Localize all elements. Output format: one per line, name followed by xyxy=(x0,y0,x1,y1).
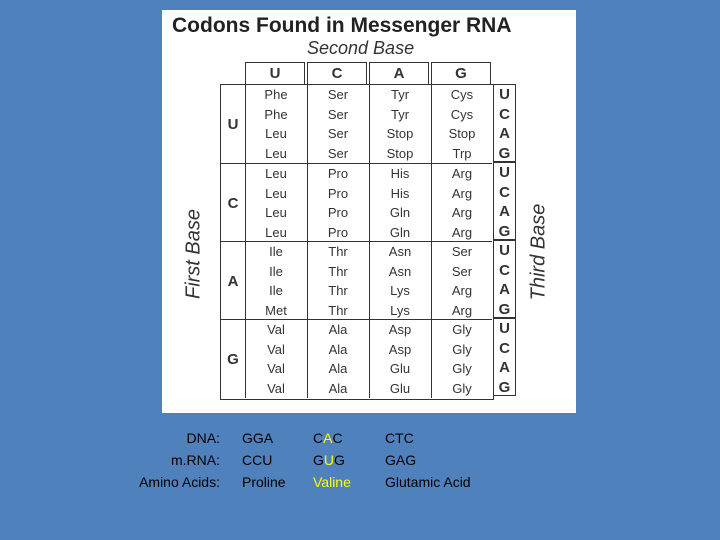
third-base-letters xyxy=(494,240,516,318)
third-base-letter: C xyxy=(499,261,510,279)
first-base-row xyxy=(221,163,492,242)
amino-acid-cell: Phe xyxy=(264,106,288,122)
amino-acid-cell: Ser xyxy=(327,106,349,122)
amino-acid-cell: Thr xyxy=(328,244,348,259)
mrna-label: m.RNA: xyxy=(171,452,220,468)
amino-acid-cell: Cys xyxy=(450,106,474,122)
amino-acid-cell: Leu xyxy=(265,205,287,220)
amino-acid-cell: Gln xyxy=(389,224,411,240)
amino-acid-cell: Pro xyxy=(327,205,349,220)
amino-acid-cell: Pro xyxy=(327,185,349,201)
amino-acid-cell: Ser xyxy=(451,244,473,259)
amino-acid-cell: Gly xyxy=(452,341,472,357)
amino-acid-cell: Asp xyxy=(388,341,412,357)
amino-acid-cell: Thr xyxy=(328,283,348,298)
amino-acid-cell: Glu xyxy=(389,380,411,396)
third-base-letter: U xyxy=(499,86,510,103)
amino-acid-cell: Lys xyxy=(390,283,410,298)
amino-acid-cell: Ser xyxy=(327,87,349,102)
amino-acid-cell: Thr xyxy=(328,302,348,318)
amino-acid-cell: Phe xyxy=(264,87,288,102)
first-base-row xyxy=(221,319,492,398)
dna-codon-1: GGA xyxy=(242,430,274,446)
mrna-codon-2-base-1: G xyxy=(313,452,324,468)
amino-acid-cell: Ala xyxy=(328,322,348,337)
third-base-letters xyxy=(494,162,516,240)
amino-acid-cell: Ile xyxy=(269,244,283,259)
mrna-codon-1: CCU xyxy=(242,452,273,468)
third-base-letters xyxy=(494,84,516,162)
amino-acid-cell: Arg xyxy=(451,185,473,201)
amino-acid-cell: Met xyxy=(265,302,287,318)
first-base-letter: G xyxy=(227,350,239,368)
first-base-letter: U xyxy=(227,115,239,133)
mrna-codon-3: GAG xyxy=(385,452,417,468)
third-base-letter: U xyxy=(499,164,510,181)
codon-table-figure xyxy=(162,10,576,413)
third-base-letters xyxy=(494,318,516,396)
first-base-label: First Base xyxy=(182,208,205,300)
amino-acid-cell: Pro xyxy=(327,224,349,240)
amino-acid-cell: Stop xyxy=(448,126,476,141)
col-header-g: G xyxy=(431,62,491,84)
third-base-letter: C xyxy=(499,105,510,123)
amino-acid-cell: Arg xyxy=(451,166,473,181)
first-base-row xyxy=(221,241,492,320)
amino-acid-cell: Val xyxy=(267,322,285,337)
amino-acid-1: Proline xyxy=(242,474,286,490)
figure-title: Codons Found in Messenger RNA xyxy=(172,14,512,37)
third-base-letter: C xyxy=(499,183,510,201)
amino-acid-cell: Tyr xyxy=(390,87,410,102)
amino-acid-cell: Leu xyxy=(265,166,287,181)
amino-acid-cell: Tyr xyxy=(390,106,410,122)
amino-acid-cell: Trp xyxy=(452,145,472,161)
amino-acid-cell: Gly xyxy=(452,380,472,396)
amino-acid-cell: Val xyxy=(267,380,285,396)
amino-acid-cell: Gly xyxy=(452,361,472,376)
amino-acid-cell: Pro xyxy=(327,166,349,181)
third-base-letter: C xyxy=(499,339,510,357)
amino-acid-cell: Ser xyxy=(451,263,473,279)
col-header-u: U xyxy=(245,62,305,84)
second-base-label: Second Base xyxy=(307,38,415,58)
col-header-a: A xyxy=(369,62,429,84)
amino-acid-2: Valine xyxy=(313,474,351,490)
third-base-letter: U xyxy=(499,320,510,337)
amino-acid-cell: Lys xyxy=(390,302,410,318)
amino-acid-cell: Arg xyxy=(451,283,473,298)
codon-grid xyxy=(220,84,494,400)
mrna-codon-2-base-3: G xyxy=(334,452,345,468)
amino-acid-cell: Cys xyxy=(450,87,474,102)
amino-acid-cell: Ser xyxy=(327,126,349,141)
first-base-letter: A xyxy=(227,272,239,290)
third-base-letter: A xyxy=(499,203,510,220)
amino-acid-cell: Leu xyxy=(265,145,287,161)
amino-acid-cell: Arg xyxy=(451,302,473,318)
mrna-codon-2-base-2: U xyxy=(323,452,335,468)
amino-acid-cell: Ala xyxy=(328,361,348,376)
amino-acid-cell: His xyxy=(390,185,410,201)
mrna-codon-2 xyxy=(313,452,345,468)
third-base-letter: A xyxy=(499,125,510,142)
third-base-label: Third Base xyxy=(527,203,550,301)
amino-acid-cell: His xyxy=(390,166,410,181)
amino-acid-cell: Thr xyxy=(328,263,348,279)
amino-acid-cell: Val xyxy=(267,341,285,357)
dna-codon-2 xyxy=(313,430,343,446)
amino-acid-cell: Arg xyxy=(451,224,473,240)
third-base-letter: G xyxy=(498,378,511,396)
third-base-letter: A xyxy=(499,281,510,298)
col-header-c: C xyxy=(307,62,367,84)
amino-acid-cell: Ile xyxy=(269,283,283,298)
third-base-letter: A xyxy=(499,359,510,376)
amino-acid-cell: Ala xyxy=(328,380,348,396)
third-base-letter: G xyxy=(498,222,511,240)
dna-codon-2-base-2: A xyxy=(323,430,333,446)
dna-codon-3: CTC xyxy=(385,430,414,446)
amino-acid-cell: Leu xyxy=(265,126,287,141)
amino-acid-cell: Asp xyxy=(388,322,412,337)
amino-acid-cell: Val xyxy=(267,361,285,376)
amino-acid-3: Glutamic Acid xyxy=(385,474,471,490)
amino-acids-label: Amino Acids: xyxy=(139,474,220,490)
amino-acid-cell: Leu xyxy=(265,185,287,201)
first-base-row xyxy=(221,85,492,163)
third-base-letter: G xyxy=(498,300,511,318)
amino-acid-cell: Arg xyxy=(451,205,473,220)
amino-acid-cell: Gly xyxy=(452,322,472,337)
dna-codon-2-base-1: C xyxy=(313,430,324,446)
third-base-letter: G xyxy=(498,144,511,162)
dna-codon-2-base-3: C xyxy=(332,430,343,446)
third-base-letter: U xyxy=(499,242,510,259)
amino-acid-cell: Gln xyxy=(389,205,411,220)
amino-acid-cell: Asn xyxy=(388,244,412,259)
dna-label: DNA: xyxy=(186,430,220,446)
first-base-letter: C xyxy=(227,194,239,212)
amino-acid-cell: Asn xyxy=(388,263,412,279)
amino-acid-cell: Ala xyxy=(328,341,348,357)
amino-acid-cell: Glu xyxy=(389,361,411,376)
amino-acid-cell: Stop xyxy=(386,145,414,161)
amino-acid-cell: Ile xyxy=(269,263,283,279)
amino-acid-cell: Stop xyxy=(386,126,414,141)
amino-acid-cell: Leu xyxy=(265,224,287,240)
amino-acid-cell: Ser xyxy=(327,145,349,161)
